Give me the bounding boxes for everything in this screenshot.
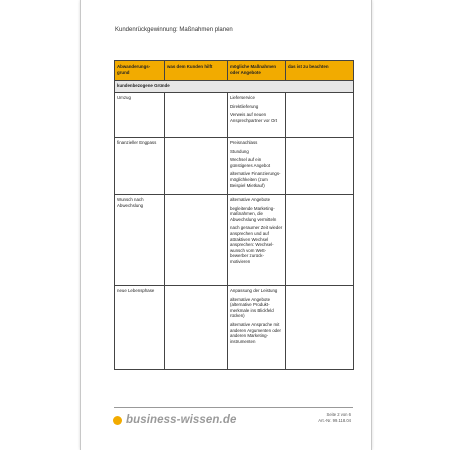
note-cell [286,93,354,138]
reason-cell: Wunsch nach Abwechslung [115,195,165,286]
header-note: das ist zu beachten [286,61,354,81]
measure-item: alternative Angebote (alternative Produkt-merkmale ins Blickfeld rücken) [230,296,274,319]
measure-item: Verweis auf neuen Ansprechpartner vor Ort [230,112,278,123]
table-row [115,195,354,286]
section-row [115,81,354,93]
measures-cell [228,138,286,195]
measures-cell [228,286,286,370]
footer-divider [114,407,353,408]
measures-cell [228,93,286,138]
table-row [115,93,354,138]
measure-item: Direktlieferung [230,103,259,109]
table-row [115,286,354,370]
document-page [80,0,372,450]
measure-item: Stundung [230,148,249,154]
helps-cell [165,286,228,370]
measure-item: Anpassung der Leistung [230,288,278,293]
reason-cell: neue Lebensphase [115,286,165,370]
measure-item: alternative Ansprache mit anderen Argumenten oder anderen Marketing-instrumenten [230,321,282,344]
site-logo[interactable] [113,414,236,426]
helps-cell [165,195,228,286]
reason-cell: Umzug [115,93,165,138]
footer-meta [318,412,351,424]
logo-text: business-wissen.de [126,414,237,426]
header-helps: was dem Kunden hilft [165,61,228,81]
article-number: Art.-Nr. 99.118.04 [318,418,351,423]
logo-dot-icon [113,416,122,425]
document-title: Kundenrückgewinnung: Maßnahmen planen [115,27,233,33]
table-row [115,138,354,195]
reason-cell: finanzieller Engpass [115,138,165,195]
header-reason: Abwanderungs-grund [115,61,165,81]
note-cell [286,286,354,370]
measures-table [114,60,354,370]
measure-item: nach geraumer Zeit wieder ansprechen und auf attraktiven Wechsel ansprechen: Wechsel-wunsch vom Wett-bewerber zurück-motivieren [230,225,283,264]
measure-item: alternative Angebote [230,197,271,202]
section-label: kundenbezogene Gründe [115,81,354,93]
measure-item: alternative Finanzierungs-möglichkeiten (zum Beispiel Mietkauf) [230,171,281,188]
header-measures: mögliche Maßnahmen oder Angebote [228,61,286,81]
note-cell [286,195,354,286]
page-number: Seite 2 von 6 [326,412,351,417]
measure-item: Wechsel auf ein günstigeres Angebot [230,157,271,168]
helps-cell [165,93,228,138]
table-header-row [115,61,354,81]
measure-item: begleitende Marketing-maßnahmen, die Abwechslung vermitteln [230,205,277,222]
helps-cell [165,138,228,195]
measure-item: Preisnachlass [230,140,258,145]
measure-item: Lieferservice [230,95,255,100]
note-cell [286,138,354,195]
measures-cell [228,195,286,286]
